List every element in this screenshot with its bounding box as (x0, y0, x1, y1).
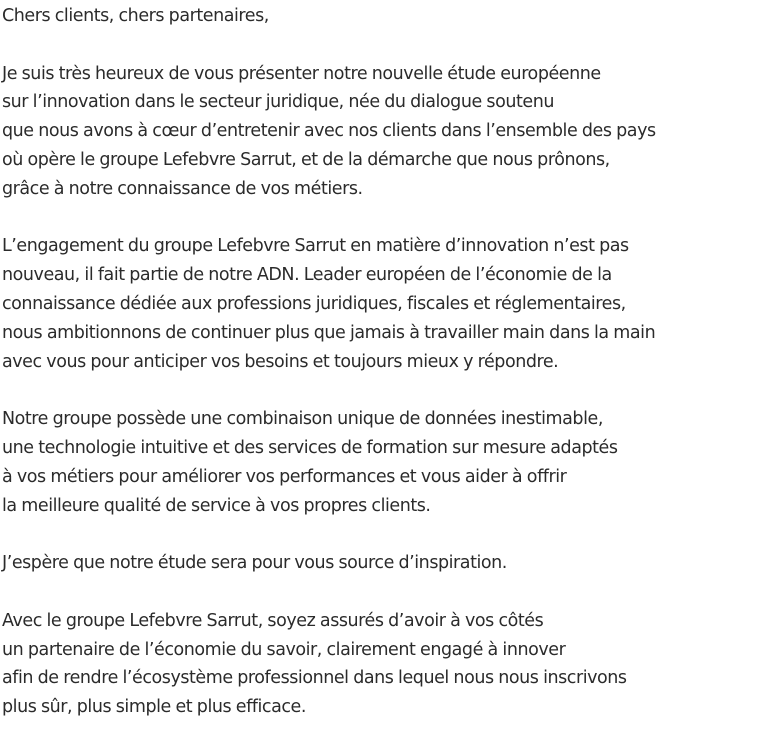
text-line: que nous avons à cœur d’entretenir avec nos clients dans l’ensemble des pays (2, 121, 656, 142)
salutation (2, 2, 782, 31)
text-line: la meilleure qualité de service à vos propres clients. (2, 495, 431, 516)
text-line: L’engagement du groupe Lefebvre Sarrut en matière d’innovation n’est pas (2, 236, 629, 257)
text-line: connaissance dédiée aux professions juridiques, fiscales et réglementaires, (2, 293, 626, 314)
text-line: J’espère que notre étude sera pour vous source d’inspiration. (2, 553, 507, 574)
salutation-text: Chers clients, chers partenaires, (2, 6, 269, 26)
text-line: avec vous pour anticiper vos besoins et toujours mieux y répondre. (2, 351, 559, 372)
paragraph-introduction (2, 60, 782, 204)
text-line: sur l’innovation dans le secteur juridique, née du dialogue soutenu (2, 92, 554, 113)
text-line: grâce à notre connaissance de vos métiers. (2, 178, 363, 199)
paragraph-closing (2, 607, 782, 722)
text-line: un partenaire de l’économie du savoir, clairement engagé à innover (2, 639, 566, 660)
text-line: Notre groupe possède une combinaison unique de données inestimable, (2, 409, 603, 430)
text-line: où opère le groupe Lefebvre Sarrut, et de la démarche que nous prônons, (2, 149, 610, 170)
text-line: afin de rendre l’écosystème professionnel dans lequel nous nous inscrivons (2, 668, 627, 689)
paragraph-engagement (2, 232, 782, 376)
text-line: nous ambitionnons de continuer plus que jamais à travailler main dans la main (2, 322, 656, 343)
text-line: à vos métiers pour améliorer vos performances et vous aider à offrir (2, 466, 567, 487)
text-line: Je suis très heureux de vous présenter notre nouvelle étude européenne (2, 63, 601, 84)
text-line: une technologie intuitive et des services de formation sur mesure adaptés (2, 437, 618, 458)
text-line: Avec le groupe Lefebvre Sarrut, soyez assurés d’avoir à vos côtés (2, 610, 544, 631)
paragraph-group-assets (2, 405, 782, 520)
paragraph-inspiration (2, 549, 782, 578)
text-line: nouveau, il fait partie de notre ADN. Leader européen de l’économie de la (2, 265, 612, 286)
text-line: plus sûr, plus simple et plus efficace. (2, 697, 306, 718)
